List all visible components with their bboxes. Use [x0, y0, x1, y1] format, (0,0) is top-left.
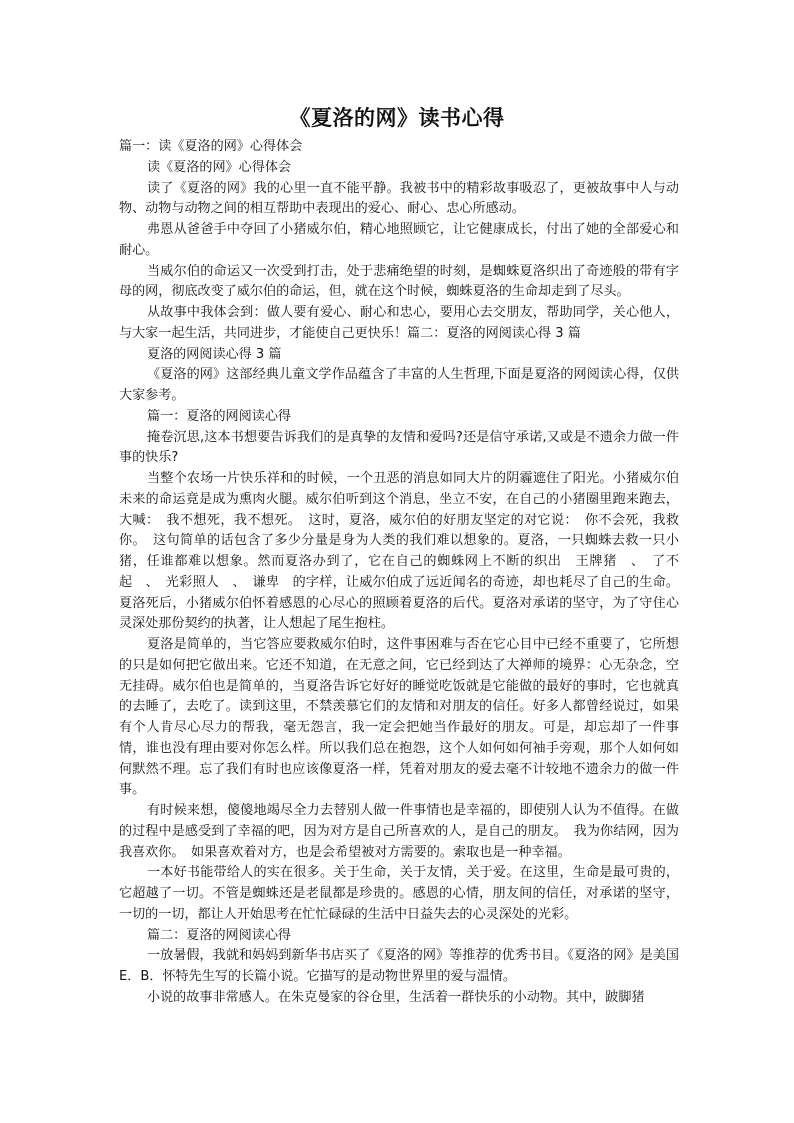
body-paragraph: 《夏洛的网》这部经典儿童文学作品蕴含了丰富的人生哲理,下面是夏洛的网阅读心得，仅供大家参考。 [119, 367, 679, 403]
body-paragraph: 当威尔伯的命运又一次受到打击，处于悲痛绝望的时刻，是蜘蛛夏洛织出了奇迹般的带有字母的网，彻底改变了威尔伯的命运，但，就在这个时候，蜘蛛夏洛的生命却走到了尽头。 [119, 263, 679, 300]
body-paragraph: 一本好书能带给人的实在很多。关于生命，关于友情，关于爱。在这里，生命是最可贵的，它超越了一切。不管是蜘蛛还是老鼠都是珍贵的。感恩的心情，朋友间的信任，对承诺的坚守，一切的一切，都让人开始思考在忙忙碌碌的生活中日益失去的心灵深处的光彩。 [119, 865, 679, 922]
body-paragraph: 有时候来想，傻傻地竭尽全力去替别人做一件事情也是幸福的，即使别人认为不值得。在做的过程中是感受到了幸福的吧，因为对方是自己所喜欢的人，是自己的朋友。 我为你结网，因为我喜欢你。 如果喜欢着对方，也是会希望被对方需要的。索取也是一种幸福。 [119, 803, 679, 860]
body-paragraph: 夏洛的网阅读心得 3 篇 [147, 346, 282, 362]
body-paragraph: 弗恩从爸爸手中夺回了小猪威尔伯，精心地照顾它，让它健康成长，付出了她的全部爱心和耐心。 [119, 222, 679, 258]
body-paragraph: 一放暑假，我就和妈妈到新华书店买了《夏洛的网》等推荐的优秀书目。《夏洛的网》是美国 E．B．怀特先生写的长篇小说。它描写的是动物世界里的爱与温情。 [119, 948, 679, 984]
document-title: 《夏洛的网》读书心得 [289, 105, 505, 130]
document-body [119, 137, 679, 1009]
body-paragraph: 篇一：夏洛的网阅读心得 [147, 408, 292, 424]
body-paragraph: 篇一：读《夏洛的网》心得体会 [119, 139, 303, 154]
body-paragraph: 当整个农场一片快乐祥和的时候，一个丑恶的消息如同大片的阴霾遮住了阳光。小猪威尔伯未来的命运竟是成为熏肉火腿。威尔伯听到这个消息，坐立不安，在自己的小猪圈里跑来跑去，大喊： 我不想死，我不想死。 这时，夏洛，威尔伯的好朋友坚定的对它说： 你不会死，我救你。 这句简单的话包含了多少分量是身为人类的我们难以想象的。夏洛，一只蜘蛛去救一只小猪，任谁都难以想象。然而夏洛办到了，它在自己的蜘蛛网上不断的织出 王牌猪 、 了不起 、 光彩照人 、 谦卑 的字样，让威尔伯成了远近闻名的奇迹，却也耗尽了自己的生命。夏洛死后，小猪威尔伯怀着感恩的心尽心的照顾着夏洛的后代。夏洛对承诺的坚守，为了守住心灵深处那份契约的执著，让人想起了尾生抱柱。 [119, 471, 679, 632]
body-paragraph: 篇二：夏洛的网阅读心得 [147, 927, 292, 943]
body-paragraph: 从故事中我体会到：做人要有爱心、耐心和忠心，要用心去交朋友，帮助同学，关心他人，与大家一起生活，共同进步，才能使自己更快乐！篇二：夏洛的网阅读心得 3 篇 [119, 305, 679, 341]
body-paragraph: 小说的故事非常感人。在朱克曼家的谷仓里，生活着一群快乐的小动物。其中，跛脚猪 [147, 989, 645, 1005]
body-paragraph: 夏洛是简单的，当它答应要救威尔伯时，这件事困难与否在它心目中已经不重要了，它所想的只是如何把它做出来。它还不知道，在无意之间，它已经到达了大禅师的境界：心无杂念，空无挂碍。威尔伯也是简单的，当夏洛告诉它好好的睡觉吃饭就是它能做的最好的事时，它也就真的去睡了，去吃了。读到这里，不禁羡慕它们的友情和对朋友的信任。好多人都曾经说过，如果有个人肯尽心尽力的帮我，毫无怨言，我一定会把她当作最好的朋友。可是，却忘却了一件事情，谁也没有理由要对你怎么样。所以我们总在抱怨，这个人如何如何袖手旁观，那个人如何如何默然不理。忘了我们有时也应该像夏洛一样，凭着对朋友的爱去毫不计较地不遗余力的做一件事。 [119, 637, 679, 798]
body-paragraph: 读《夏洛的网》心得体会 [147, 159, 292, 175]
body-paragraph: 读了《夏洛的网》我的心里一直不能平静。我被书中的精彩故事吸忍了，更被故事中人与动物、动物与动物之间的相互帮助中表现出的爱心、耐心、忠心所感动。 [119, 180, 679, 217]
body-paragraph: 掩卷沉思,这本书想要告诉我们的是真挚的友情和爱吗?还是信守承诺,又或是不遗余力做一件事的快乐? [119, 429, 679, 466]
